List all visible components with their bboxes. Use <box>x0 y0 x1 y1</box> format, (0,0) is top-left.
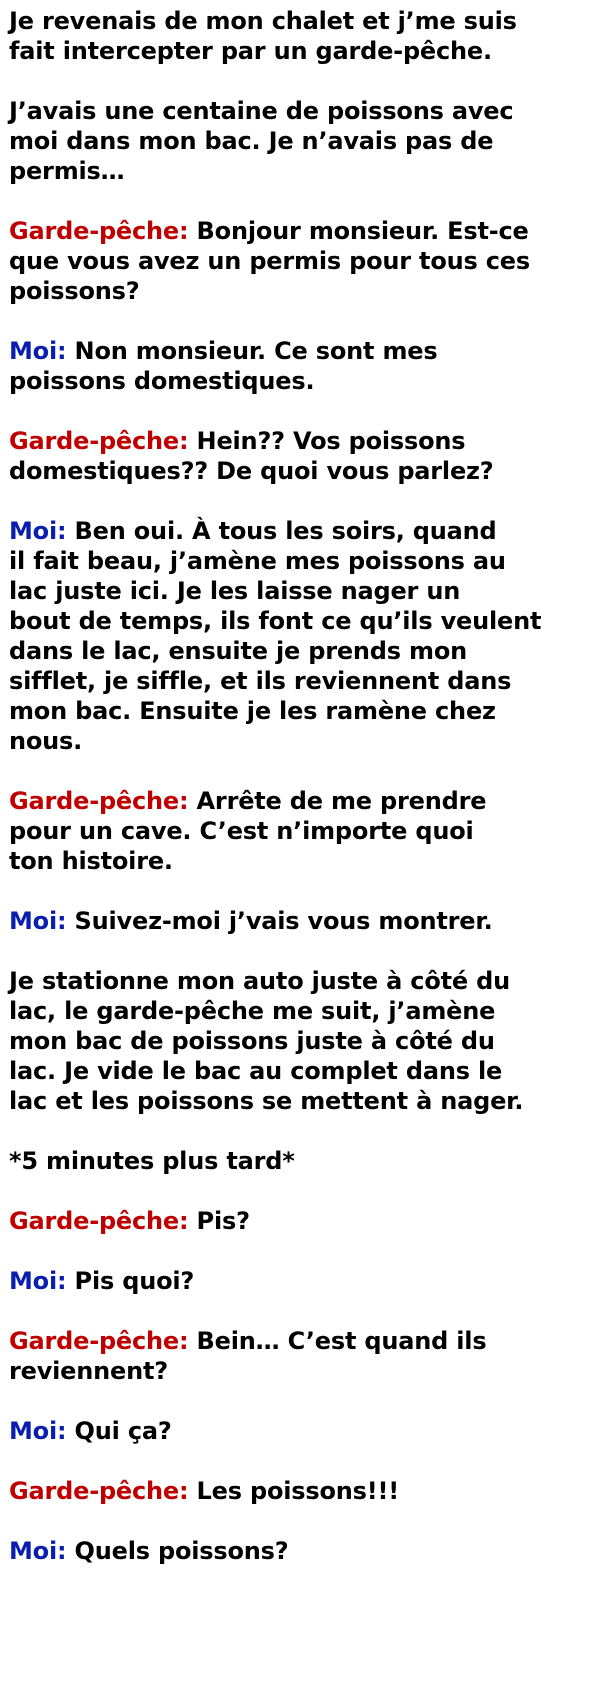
paragraph <box>9 336 600 396</box>
paragraph <box>9 1266 600 1296</box>
dialogue-text: Hein?? Vos poissons domestiques?? De quoi vous parlez? <box>9 427 494 485</box>
dialogue-text: Pis quoi? <box>66 1267 195 1295</box>
dialogue-text: Qui ça? <box>66 1417 172 1445</box>
dialogue-text: Arrête de me prendre pour un cave. C’est n’importe quoi ton histoire. <box>9 787 487 875</box>
speaker-label: Garde-pêche: <box>9 1207 189 1235</box>
paragraph <box>9 1536 600 1566</box>
dialogue-text: Quels poissons? <box>66 1537 289 1565</box>
speaker-label: Moi: <box>9 1267 67 1295</box>
speaker-label: Moi: <box>9 337 67 365</box>
narration-text: J’avais une centaine de poissons avec moi dans mon bac. Je n’avais pas de permis… <box>9 97 514 185</box>
paragraph <box>9 1416 600 1446</box>
speaker-label: Moi: <box>9 1417 67 1445</box>
paragraph <box>9 1146 600 1176</box>
paragraph <box>9 426 600 486</box>
paragraph <box>9 216 600 306</box>
paragraph <box>9 96 600 186</box>
dialogue-text: Bein… C’est quand ils reviennent? <box>9 1327 487 1385</box>
speaker-label: Moi: <box>9 517 67 545</box>
speaker-label: Garde-pêche: <box>9 787 189 815</box>
dialogue-text: Suivez-moi j’vais vous montrer. <box>66 907 493 935</box>
speaker-label: Moi: <box>9 907 67 935</box>
speaker-label: Garde-pêche: <box>9 427 189 455</box>
paragraph <box>9 1206 600 1236</box>
paragraph <box>9 1326 600 1386</box>
speaker-label: Moi: <box>9 1537 67 1565</box>
speaker-label: Garde-pêche: <box>9 1327 189 1355</box>
paragraph <box>9 6 600 66</box>
narration-text: Je revenais de mon chalet et j’me suis fait intercepter par un garde-pêche. <box>9 7 517 65</box>
dialogue-text: Ben oui. À tous les soirs, quand il fait beau, j’amène mes poissons au lac juste ici. Je les laisse nager un bout de temps, ils font ce qu’ils veulent dans le lac, ensuite je prends mon sifflet, je siffle, et ils reviennent dans mon bac. Ensuite je les ramène chez nous. <box>9 517 542 755</box>
paragraph <box>9 516 600 756</box>
speaker-label: Garde-pêche: <box>9 1477 189 1505</box>
dialogue-text: Pis? <box>188 1207 250 1235</box>
paragraph <box>9 966 600 1116</box>
dialogue-text: Non monsieur. Ce sont mes poissons domestiques. <box>9 337 438 395</box>
dialogue-text: Les poissons!!! <box>188 1477 399 1505</box>
narration-text: Je stationne mon auto juste à côté du lac, le garde-pêche me suit, j’amène mon bac de poissons juste à côté du lac. Je vide le bac au complet dans le lac et les poissons se mettent à nager. <box>9 967 524 1115</box>
paragraph <box>9 786 600 876</box>
paragraph <box>9 1476 600 1506</box>
dialogue-text: Bonjour monsieur. Est-ce que vous avez un permis pour tous ces poissons? <box>9 217 530 305</box>
speaker-label: Garde-pêche: <box>9 217 189 245</box>
narration-text: *5 minutes plus tard* <box>9 1147 295 1175</box>
paragraph <box>9 906 600 936</box>
